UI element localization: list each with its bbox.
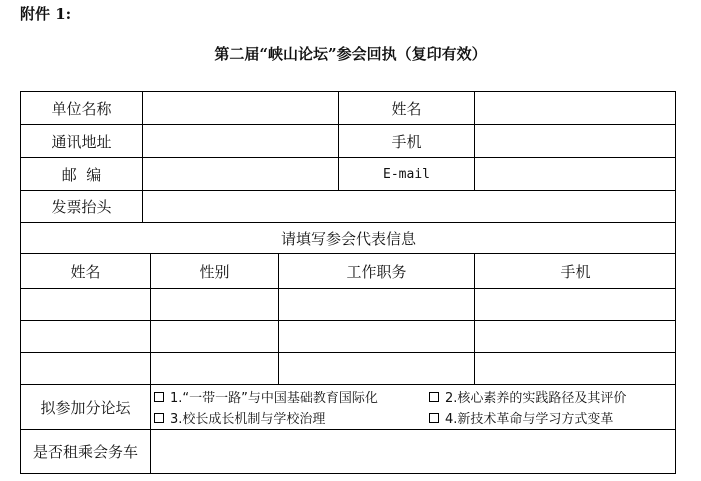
checkbox-icon[interactable]: [429, 392, 439, 402]
address-label: 通讯地址: [21, 125, 143, 158]
column-header-name: 姓名: [21, 254, 151, 289]
attendee-name-cell[interactable]: [21, 321, 151, 353]
shuttle-field[interactable]: [151, 430, 676, 473]
attendee-gender-cell[interactable]: [151, 289, 279, 321]
attendee-phone-cell[interactable]: [475, 321, 676, 353]
forum-option-label: 3.校长成长机制与学校治理: [170, 412, 326, 427]
forum-label: 拟参加分论坛: [21, 385, 151, 430]
forum-option-label: 2.核心素养的实践路径及其评价: [445, 391, 627, 406]
phone-label: 手机: [339, 125, 475, 158]
email-field[interactable]: [475, 158, 676, 191]
attachment-label: 附件 1:: [20, 5, 72, 23]
attendee-name-cell[interactable]: [21, 353, 151, 385]
phone-field[interactable]: [475, 125, 676, 158]
section-header: 请填写参会代表信息: [21, 223, 676, 254]
forum-options: [151, 385, 676, 430]
checkbox-icon[interactable]: [154, 413, 164, 423]
forum-option-1[interactable]: [154, 387, 378, 406]
column-header-position: 工作职务: [279, 254, 475, 289]
forum-option-3[interactable]: [154, 408, 325, 427]
checkbox-icon[interactable]: [154, 392, 164, 402]
attendee-name-cell[interactable]: [21, 289, 151, 321]
invoice-title-label: 发票抬头: [21, 191, 143, 223]
invoice-title-field[interactable]: [143, 191, 676, 223]
form-title: 第二届“峡山论坛”参会回执（复印有效）: [214, 45, 487, 63]
attendee-position-cell[interactable]: [279, 321, 475, 353]
attendee-position-cell[interactable]: [279, 289, 475, 321]
attendee-position-cell[interactable]: [279, 353, 475, 385]
checkbox-icon[interactable]: [429, 413, 439, 423]
column-header-phone: 手机: [475, 254, 676, 289]
attendee-gender-cell[interactable]: [151, 321, 279, 353]
registration-form-table: [20, 91, 676, 474]
postcode-label: 邮 编: [21, 158, 143, 191]
email-label: E-mail: [339, 158, 475, 191]
postcode-field[interactable]: [143, 158, 339, 191]
forum-option-4[interactable]: [429, 408, 613, 427]
name-label: 姓名: [339, 92, 475, 125]
unit-name-field[interactable]: [143, 92, 339, 125]
attendee-phone-cell[interactable]: [475, 289, 676, 321]
forum-option-label: 4.新技术革命与学习方式变革: [445, 412, 614, 427]
attendee-phone-cell[interactable]: [475, 353, 676, 385]
shuttle-label: 是否租乘会务车: [21, 430, 151, 473]
unit-name-label: 单位名称: [21, 92, 143, 125]
forum-option-2[interactable]: [429, 387, 626, 406]
attendee-gender-cell[interactable]: [151, 353, 279, 385]
column-header-gender: 性别: [151, 254, 279, 289]
forum-option-label: 1.“一带一路”与中国基础教育国际化: [170, 391, 378, 406]
address-field[interactable]: [143, 125, 339, 158]
name-field[interactable]: [475, 92, 676, 125]
